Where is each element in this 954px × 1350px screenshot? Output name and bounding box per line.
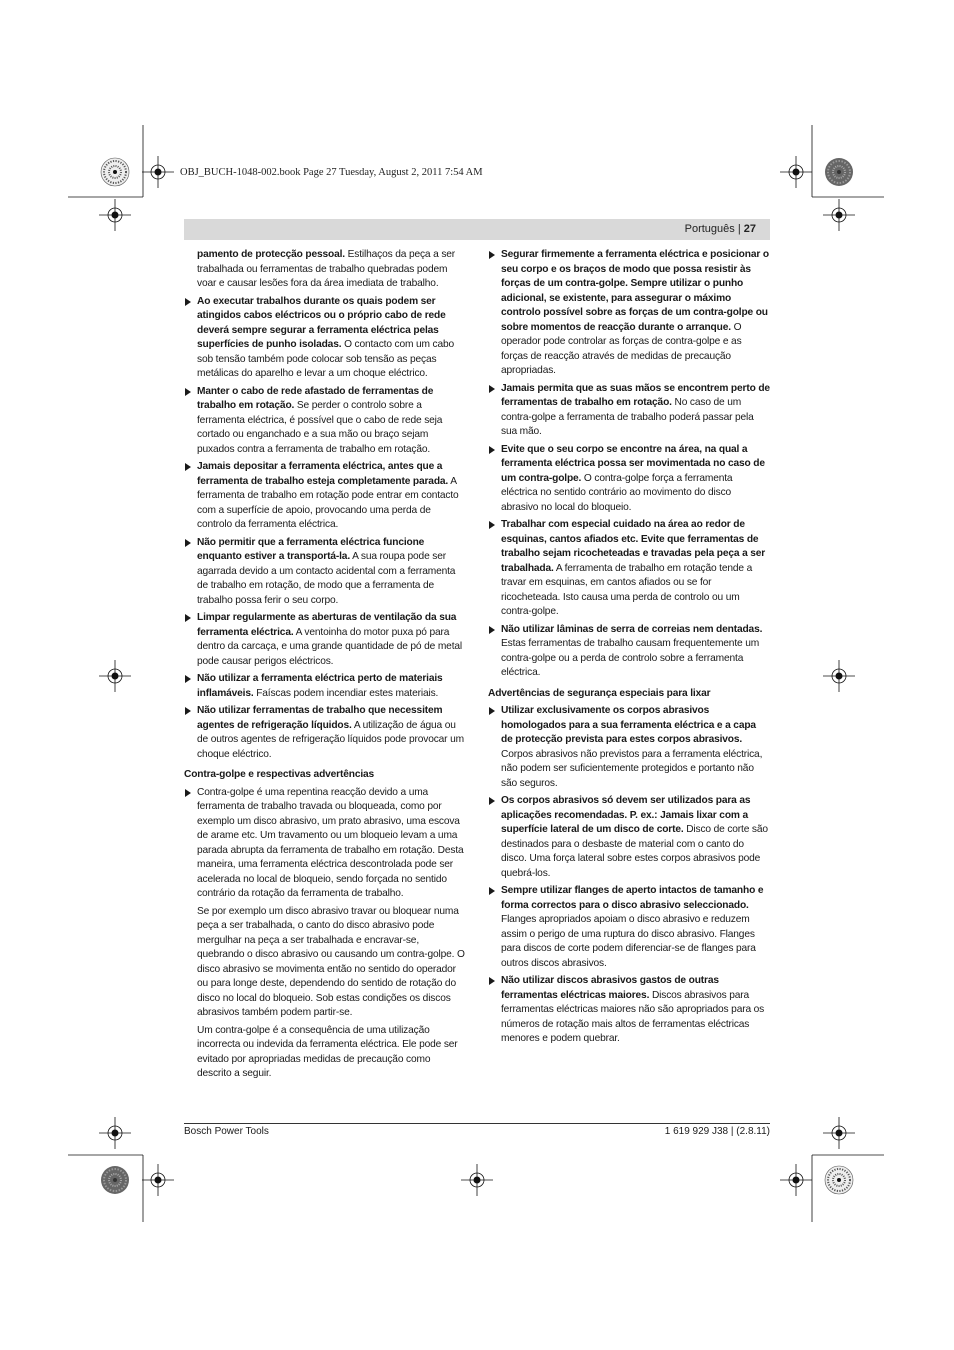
bullet-arrow-icon bbox=[185, 463, 191, 471]
body-text: A ferramenta de trabalho em rotação tende a travar em esquinas, em cantos afiados ou se for ricocheteada. Isto causa uma perda de controlo ou um contra-golpe. bbox=[501, 562, 753, 617]
bold-text: Segurar firmemente a ferramenta eléctrica e posicionar o seu corpo e os braços de modo que possa resistir às forças de um contra-golpe. Sempre utilizar o punho adicional, se existente, para assegurar o máximo controlo possível sobre as forças de um contra-golpe ou sobre momentos de reacção durante o arranque. bbox=[501, 249, 769, 333]
body-text: O operador pode controlar as forças de contra-golpe e as forças de reacção através de medidas de precaução apropriadas. bbox=[501, 321, 742, 376]
bullet-item bbox=[184, 460, 466, 533]
bold-text: Evite que o seu corpo se encontre na área, na qual a ferramenta eléctrica possa ser movimentada no caso de um contra-golpe. bbox=[501, 443, 765, 484]
body-text: Estas ferramentas de trabalho causam frequentemente um contra-golpe ou a perda de controlo sobre a ferramenta eléctrica. bbox=[501, 638, 760, 678]
bullet-arrow-icon bbox=[489, 626, 495, 634]
print-info: OBJ_BUCH-1048-002.book Page 27 Tuesday, August 2, 2011 7:54 AM bbox=[180, 167, 483, 178]
bullet-item bbox=[184, 611, 466, 669]
right-column bbox=[488, 248, 770, 1050]
bullet-arrow-icon bbox=[185, 388, 191, 396]
bold-text: Não utilizar ferramentas de trabalho que necessitem agentes de refrigeração líquidos. bbox=[197, 705, 443, 731]
body-text: Se perder o controlo sobre a ferramenta eléctrica, é possível que o cabo de rede seja cortado ou enganchado e a sua mão ou braço sejam puxados contra a ferramenta de trabalho em rotação. bbox=[197, 400, 443, 455]
footer-rule bbox=[184, 1123, 770, 1124]
page-header bbox=[184, 219, 770, 240]
bold-text: Manter o cabo de rede afastado de ferramentas de trabalho em rotação. bbox=[197, 385, 434, 411]
bullet-arrow-icon bbox=[489, 251, 495, 259]
left-column bbox=[184, 248, 466, 1085]
bullet-item bbox=[488, 704, 770, 791]
body-text: Faíscas podem incendiar estes materiais. bbox=[253, 687, 439, 699]
header-language: Português bbox=[684, 223, 735, 235]
header-text bbox=[685, 223, 756, 235]
bold-text: Os corpos abrasivos só devem ser utilizados para as aplicações recomendadas. P. ex.: Jamais lixar com a superfície lateral de um disco de corte. bbox=[501, 795, 751, 835]
bullet-item bbox=[488, 884, 770, 971]
bold-text: pamento de protecção pessoal. bbox=[197, 249, 345, 260]
bullet-item bbox=[184, 786, 466, 902]
bullet-item bbox=[488, 382, 770, 440]
body-text: Flanges apropriados apoiam o disco abrasivo e reduzem assim o perigo de uma ruptura do disco abrasivo. Flanges para discos de corte podem diferenciar-se de flanges para outros discos abrasivos. bbox=[501, 914, 756, 969]
bullet-arrow-icon bbox=[185, 675, 191, 683]
bold-text: Limpar regularmente as aberturas de ventilação da sua ferramenta eléctrica. bbox=[197, 612, 457, 638]
body-text: A ventoinha do motor puxa pó para dentro da carcaça, e uma grande quantidade de pó de metal pode causar perigos eléctricos. bbox=[197, 626, 463, 667]
paragraph bbox=[184, 1024, 466, 1082]
bullet-item bbox=[488, 248, 770, 379]
bullet-arrow-icon bbox=[489, 797, 495, 805]
bullet-item bbox=[184, 704, 466, 762]
bold-text: Ao executar trabalhos durante os quais podem ser atingidos cabos eléctricos ou o próprio cabo de rede deverá sempre segurar a ferramenta eléctrica pelas superfícies de punho isoladas. bbox=[197, 295, 446, 350]
page-number: 27 bbox=[743, 223, 756, 235]
bullet-arrow-icon bbox=[185, 539, 191, 547]
body-text: A utilização de água ou de outros agentes de refrigeração líquidos pode provocar um choque eléctrico. bbox=[197, 719, 464, 760]
bullet-arrow-icon bbox=[489, 887, 495, 895]
bullet-arrow-icon bbox=[185, 298, 191, 306]
bold-text: Utilizar exclusivamente os corpos abrasivos homologados para a sua ferramenta eléctrica e a capa de protecção prevista para estes corpos abrasivos. bbox=[501, 705, 756, 745]
bullet-item bbox=[488, 794, 770, 881]
bullet-arrow-icon bbox=[489, 385, 495, 393]
body-text: Estilhaços da peça a ser trabalhada ou ferramentas de trabalho quebradas podem voar e causar lesões fora da área imediata de trabalho. bbox=[197, 249, 456, 289]
bullet-item bbox=[184, 536, 466, 609]
bullet-arrow-icon bbox=[489, 977, 495, 985]
body-text: Um contra-golpe é a consequência de uma utilização incorrecta ou indevida da ferramenta eléctrica. Ele pode ser evitado por apropriadas medidas de precaução como descrito a seguir. bbox=[197, 1024, 458, 1079]
bold-text: Jamais permita que as suas mãos se encontrem perto de ferramentas de trabalho em rotação. bbox=[501, 382, 770, 408]
paragraph bbox=[184, 905, 466, 1021]
bold-text: Não utilizar lâminas de serra de correias nem dentadas. bbox=[501, 623, 763, 635]
bold-text: Trabalhar com especial cuidado na área ao redor de esquinas, cantos afiados etc. Evite que ferramentas de trabalho sejam ricocheteadas e travadas pela peça a ser trabalhada. bbox=[501, 519, 766, 574]
bullet-arrow-icon bbox=[185, 789, 191, 797]
paragraph bbox=[184, 248, 466, 292]
body-text: Corpos abrasivos não previstos para a ferramenta eléctrica, não podem ser suficientemente protegidos e portanto não são seguros. bbox=[501, 748, 763, 789]
bold-text: Jamais depositar a ferramenta eléctrica, antes que a ferramenta de trabalho esteja completamente parada. bbox=[197, 461, 449, 487]
footer-brand: Bosch Power Tools bbox=[184, 1126, 269, 1137]
body-text: Contra-golpe é uma repentina reacção devido a uma ferramenta de trabalho travada ou bloqueada, como por exemplo um disco abrasivo, um prato abrasivo, uma escova de arame etc. Um travamento ou um bloqueio levam a uma parada abrupta da ferramenta de trabalho em rotação. Desta maneira, uma ferramenta eléctrica descontrolada pode ser acelerada no local de bloqueio, sendo forçada no sentido contrário da rotação da ferramenta de trabalho. bbox=[197, 786, 464, 899]
body-text: O contacto com um cabo sob tensão também pode colocar sob tensão as peças metálicas do aparelho e levar a um choque eléctrico. bbox=[197, 339, 455, 379]
body-text: A ferramenta de trabalho em rotação pode entrar em contacto com a superfície de apoio, provocando uma perda de controlo da ferramenta eléctrica. bbox=[197, 475, 459, 530]
body-text: Discos abrasivos para ferramentas eléctricas maiores não são apropriados para os números de rotação mais altos de ferramentas eléctricas menores e podem quebrar. bbox=[501, 989, 765, 1044]
bullet-arrow-icon bbox=[489, 707, 495, 715]
body-text: O contra-golpe força a ferramenta eléctrica no sentido contrário ao movimento do disco abrasivo no local do bloqueio. bbox=[501, 472, 733, 513]
footer-doc-number: 1 619 929 J38 | (2.8.11) bbox=[664, 1126, 770, 1137]
body-text: A sua roupa pode ser agarrada devido a um contacto acidental com a ferramenta de trabalho em rotação, de modo que a ferramenta de trabalho possa ferir o seu corpo. bbox=[197, 551, 456, 606]
bullet-item bbox=[184, 672, 466, 701]
bold-text: Não utilizar discos abrasivos gastos de outras ferramentas eléctricas maiores. bbox=[501, 975, 719, 1001]
bold-text: Contra-golpe e respectivas advertências bbox=[184, 769, 375, 780]
body-text: Disco de corte são destinados para o desbaste de material com o canto do disco. Uma força lateral sobre estes corpos abrasivos pode quebrá-los. bbox=[501, 824, 768, 879]
bold-text: Não utilizar a ferramenta eléctrica perto de materiais inflamáveis. bbox=[197, 673, 443, 699]
bullet-arrow-icon bbox=[185, 614, 191, 622]
section-heading bbox=[184, 768, 466, 783]
bullet-item bbox=[488, 518, 770, 620]
bullet-arrow-icon bbox=[185, 707, 191, 715]
bullet-arrow-icon bbox=[489, 521, 495, 529]
header-separator: | bbox=[737, 223, 741, 235]
section-heading bbox=[488, 687, 770, 702]
bold-text: Advertências de segurança especiais para lixar bbox=[488, 687, 711, 699]
body-text: No caso de um contra-golpe a ferramenta de trabalho poderá passar pela sua mão. bbox=[501, 397, 754, 437]
bullet-item bbox=[488, 974, 770, 1047]
bullet-item bbox=[184, 295, 466, 382]
bold-text: Não permitir que a ferramenta eléctrica funcione enquanto estiver a transportá-la. bbox=[197, 536, 425, 562]
bold-text: Sempre utilizar flanges de aperto intactos de tamanho e forma correctos para o disco abrasivo seleccionado. bbox=[501, 885, 764, 911]
bullet-item bbox=[488, 623, 770, 681]
body-text: Se por exemplo um disco abrasivo travar ou bloquear numa peça a ser trabalhada, o canto do disco abrasivo pode mergulhar na peça a ser trabalhada e encravar-se, quebrando o disco abrasivo ou causando um contra-golpe. O disco abrasivo se movimenta então no sentido do operador ou para longe deste, dependendo do sentido de rotação do disco no local do bloqueio. Sob estas condições os discos abrasivos também podem partir-se. bbox=[197, 905, 465, 1018]
bullet-arrow-icon bbox=[489, 446, 495, 454]
bullet-item bbox=[184, 385, 466, 458]
bullet-item bbox=[488, 443, 770, 516]
